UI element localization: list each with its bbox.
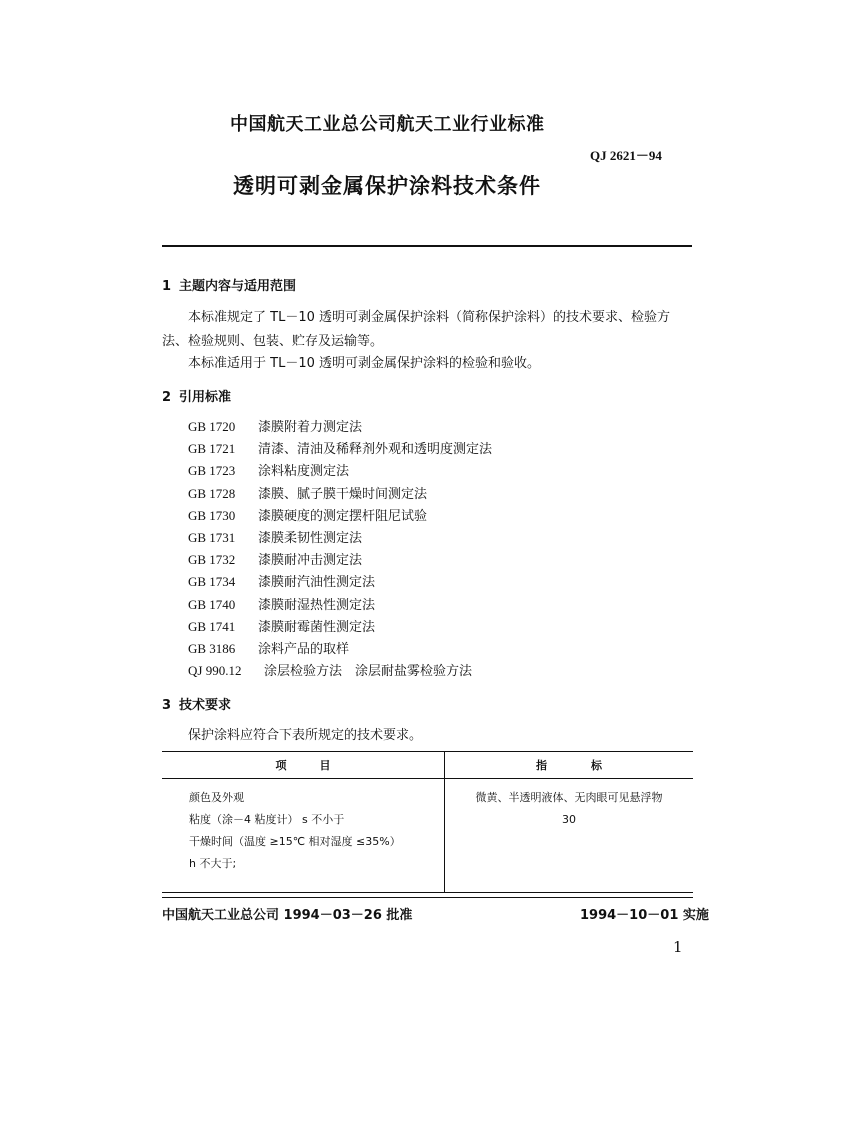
reference-title: 清漆、清油及稀释剂外观和透明度测定法 [258, 442, 493, 458]
reference-title: 涂层检验方法 涂层耐盐雾检验方法 [264, 664, 473, 680]
section-3-heading [162, 694, 231, 713]
reference-item [188, 638, 349, 657]
section-3-title: 技术要求 [179, 698, 232, 713]
section-2-title: 引用标准 [179, 390, 232, 405]
reference-code: GB 1732 [188, 552, 236, 568]
issuing-organization: 中国航天工业总公司航天工业行业标准 [230, 114, 545, 135]
reference-code: GB 1728 [188, 485, 236, 501]
section-1-number: 1 [162, 279, 172, 294]
reference-title: 漆膜耐冲击测定法 [258, 553, 363, 569]
section-1-paragraph-1-line-1: 本标准规定了 TL－10 透明可剥金属保护涂料（简称保护涂料）的技术要求、检验方 [188, 310, 670, 325]
reference-item [188, 438, 492, 457]
page-number: 1 [673, 938, 683, 956]
section-1-heading [162, 275, 296, 294]
column-header-indicator: 指 标 [445, 752, 694, 779]
section-1-title: 主题内容与适用范围 [179, 279, 297, 294]
reference-code: GB 1731 [188, 530, 236, 545]
requirements-table [162, 751, 693, 893]
table-header-row [162, 752, 693, 779]
item-drying-time-unit: h 不大于; [189, 857, 237, 870]
reference-item [188, 616, 375, 635]
reference-code: GB 1721 [188, 441, 236, 457]
reference-title: 涂料粘度测定法 [258, 464, 350, 480]
reference-item [188, 483, 427, 502]
section-1-paragraph-1-line-2: 法、检验规则、包装、贮存及运输等。 [162, 334, 384, 349]
document-title: 透明可剥金属保护涂料技术条件 [233, 174, 541, 198]
reference-item [188, 527, 362, 546]
section-2-number: 2 [162, 390, 172, 405]
reference-title: 漆膜柔韧性测定法 [258, 531, 363, 546]
item-viscosity: 粘度（涂－4 粘度计） s 不小于 [189, 813, 345, 826]
reference-item [188, 416, 362, 435]
reference-item [188, 660, 472, 679]
section-3-number: 3 [162, 698, 172, 713]
footer-rule [162, 897, 693, 898]
reference-item [188, 571, 375, 590]
reference-code: GB 1740 [188, 596, 236, 612]
indicator-viscosity: 30 [562, 813, 576, 826]
reference-code: GB 1730 [188, 507, 236, 523]
reference-title: 漆膜耐汽油性测定法 [258, 575, 376, 591]
item-cell [162, 779, 445, 893]
item-color-appearance: 颜色及外观 [189, 791, 244, 804]
reference-code: GB 1734 [188, 574, 236, 590]
reference-code: GB 1720 [188, 419, 236, 434]
reference-title: 漆膜附着力测定法 [258, 420, 363, 435]
section-2-heading [162, 386, 231, 405]
indicator-color-appearance: 微黄、半透明液体、无肉眼可见悬浮物 [475, 791, 663, 804]
reference-item [188, 505, 427, 524]
reference-title: 漆膜耐霉菌性测定法 [258, 619, 376, 635]
reference-code: GB 1723 [188, 463, 236, 479]
reference-code: QJ 990.12 [188, 663, 242, 679]
reference-code: GB 3186 [188, 641, 236, 656]
table-row [162, 779, 693, 893]
reference-title: 漆膜、腻子膜干燥时间测定法 [258, 486, 428, 502]
column-header-item: 项 目 [162, 752, 445, 779]
section-3-intro: 保护涂料应符合下表所规定的技术要求。 [188, 728, 423, 743]
effective-date: 1994－10－01 实施 [580, 908, 709, 923]
reference-title: 漆膜硬度的测定摆杆阻尼试验 [258, 508, 428, 524]
approval-date: 中国航天工业总公司 1994－03－26 批准 [162, 908, 413, 923]
standard-code: QJ 2621－94 [590, 148, 662, 163]
reference-item [188, 549, 362, 568]
reference-item [188, 594, 375, 613]
reference-code: GB 1741 [188, 618, 236, 634]
reference-title: 漆膜耐湿热性测定法 [258, 597, 376, 613]
header-rule [162, 245, 692, 247]
item-drying-time: 干燥时间（温度 ≥15℃ 相对湿度 ≤35%） [189, 835, 401, 848]
reference-title: 涂料产品的取样 [258, 642, 350, 657]
section-1-paragraph-2: 本标准适用于 TL－10 透明可剥金属保护涂料的检验和验收。 [188, 356, 540, 371]
reference-item [188, 460, 349, 479]
indicator-cell [445, 779, 694, 893]
